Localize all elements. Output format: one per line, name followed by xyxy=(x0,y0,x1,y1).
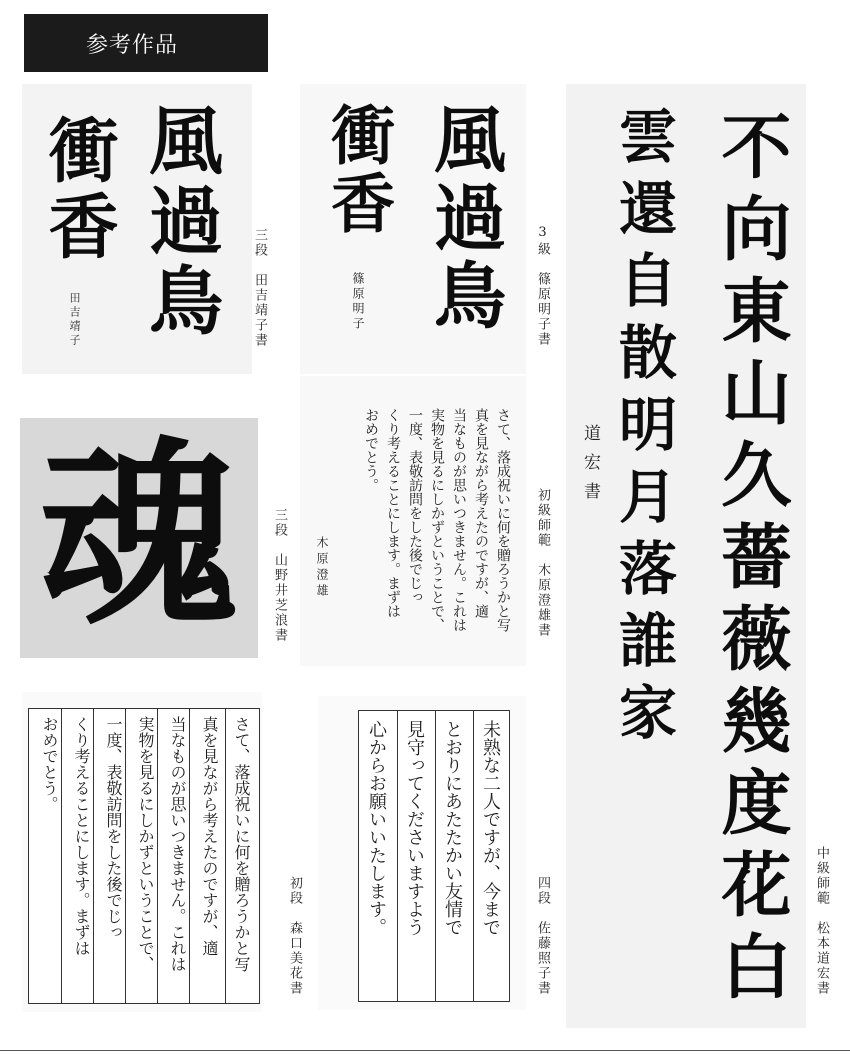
artwork-panel-2 xyxy=(300,84,526,374)
artwork-panel-3 xyxy=(566,84,806,1028)
artwork-line: 風過鳥 xyxy=(137,102,223,342)
letter-line: おめでとう。 xyxy=(363,408,379,492)
artwork-caption: 初段 森口美花書 xyxy=(287,876,302,996)
artwork-line: 雲還自散明月落誰家 xyxy=(609,106,677,754)
section-header xyxy=(24,14,268,72)
letter-line: くり考えることにします。まずは xyxy=(385,408,401,618)
artwork-panel-5 xyxy=(300,376,526,666)
artwork-panel-4 xyxy=(20,418,258,658)
artwork-caption: 3級 篠原明子書 xyxy=(535,225,550,347)
artwork-line: 衝香 xyxy=(320,102,395,238)
section-header-label: 参考作品 xyxy=(86,33,179,58)
letter-line: 一度、表敬訪問をした後でじっ xyxy=(407,408,423,604)
artwork-panel-1 xyxy=(22,84,252,374)
letter-line: おめでとう。 xyxy=(40,716,59,812)
letter-line: 当なものが思いつきません。これは xyxy=(451,408,467,632)
artwork-caption: 中級師範 松本道宏書 xyxy=(814,846,829,996)
artwork-signature: 田吉靖子 xyxy=(68,292,81,348)
artwork-caption: 三段 田吉靖子書 xyxy=(252,228,267,348)
artwork-line: 衝香 xyxy=(37,114,120,266)
letter-line: 未熟な二人ですが、今まで xyxy=(480,720,501,936)
letter-line: 当なものが思いつきません。これは xyxy=(168,716,187,972)
letter-line: さて、落成祝いに何を贈ろうかと写 xyxy=(495,408,511,632)
letter-line: 見守ってくださいますよう xyxy=(404,720,425,936)
artwork-character: 魂 xyxy=(38,418,239,653)
artwork-signature: 木原澄雄 xyxy=(315,536,329,600)
artwork-signature: 篠原明子 xyxy=(351,272,365,332)
letter-line: くり考えることにします。まずは xyxy=(72,716,91,956)
letter-line: 真を見ながら考えたのですが、適 xyxy=(200,716,219,956)
letter-line: 真を見ながら考えたのですが、適 xyxy=(473,408,489,618)
artwork-line: 不向東山久薔薇幾度花白 xyxy=(710,110,793,1012)
artwork-caption: 初級師範 木原澄雄書 xyxy=(535,488,550,638)
letter-line: 一度、表敬訪問をした後でじっ xyxy=(104,716,123,940)
artwork-panel-6 xyxy=(22,692,262,1012)
artwork-line: 風過鳥 xyxy=(422,102,507,336)
artwork-signature: 道宏書 xyxy=(580,424,600,511)
artwork-panel-7 xyxy=(318,696,526,1010)
bottom-divider xyxy=(0,1050,850,1051)
letter-line: 実物を見るにしかずということで、 xyxy=(136,716,155,972)
letter-line: 心からお願いいたします。 xyxy=(366,720,387,936)
letter-line: とおりにあたたかい友情で xyxy=(442,720,463,936)
letter-line: 実物を見るにしかずということで、 xyxy=(429,408,445,632)
artwork-caption: 三段 山野井芝浪書 xyxy=(272,508,287,643)
artwork-caption: 四段 佐藤照子書 xyxy=(535,876,550,996)
letter-line: さて、落成祝いに何を贈ろうかと写 xyxy=(232,716,251,972)
